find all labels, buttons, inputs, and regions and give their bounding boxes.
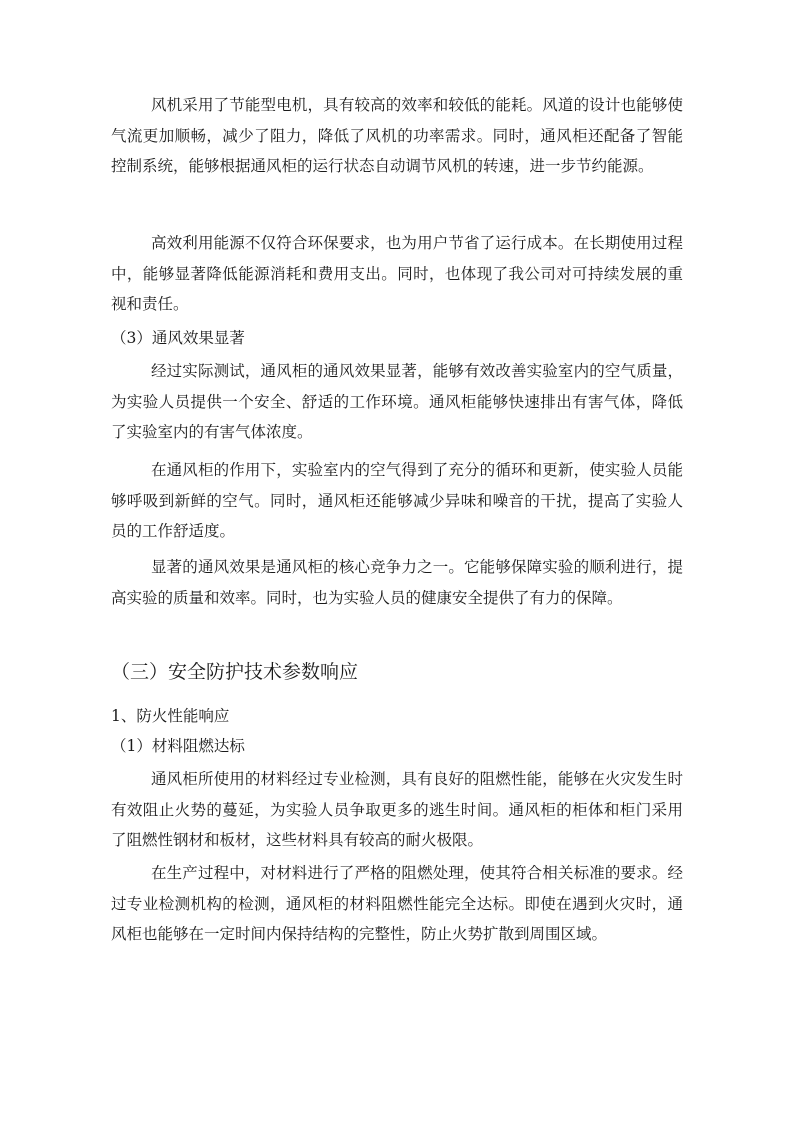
subheading-flame-retardant: （1）材料阻燃达标 bbox=[111, 737, 245, 755]
paragraph-production-process: 在生产过程中，对材料进行了严格的阻燃处理，使其符合相关标准的要求。经过专业检测机构的检测，通风柜的材料阻燃性能完全达标。即使在遇到火灾时，通风柜也能够在一定时间内保持结构的完整性，防止火势扩散到周围区域。 bbox=[111, 864, 683, 943]
paragraph-core-competitiveness: 显著的通风效果是通风柜的核心竞争力之一。它能够保障实验的顺利进行，提高实验的质量和效率。同时，也为实验人员的健康安全提供了有力的保障。 bbox=[111, 558, 683, 607]
paragraph-air-circulation: 在通风柜的作用下，实验室内的空气得到了充分的循环和更新，使实验人员能够呼吸到新鲜的空气。同时，通风柜还能够减少异味和噪音的干扰，提高了实验人员的工作舒适度。 bbox=[111, 461, 683, 540]
subheading-ventilation-effect: （3）通风效果显著 bbox=[111, 329, 245, 347]
paragraph-ventilation-test: 经过实际测试，通风柜的通风效果显著，能够有效改善实验室内的空气质量，为实验人员提供一个安全、舒适的工作环境。通风柜能够快速排出有害气体，降低了实验室内的有害气体浓度。 bbox=[111, 362, 683, 441]
subheading-fire-resistance: 1、防火性能响应 bbox=[111, 707, 230, 725]
section-heading-safety: （三）安全防护技术参数响应 bbox=[111, 661, 359, 683]
paragraph-flame-retardant-material: 通风柜所使用的材料经过专业检测，具有良好的阻燃性能，能够在火灾发生时有效阻止火势的蔓延，为实验人员争取更多的逃生时间。通风柜的柜体和柜门采用了阻燃性钢材和板材，这些材料具有较高的耐火极限。 bbox=[111, 770, 683, 849]
paragraph-fan-energy-saving: 风机采用了节能型电机，具有较高的效率和较低的能耗。风道的设计也能够使气流更加顺畅，减少了阻力，降低了风机的功率需求。同时，通风柜还配备了智能控制系统，能够根据通风柜的运行状态自动调节风机的转速，进一步节约能源。 bbox=[111, 96, 683, 175]
paragraph-energy-efficiency: 高效利用能源不仅符合环保要求，也为用户节省了运行成本。在长期使用过程中，能够显著降低能源消耗和费用支出。同时，也体现了我公司对可持续发展的重视和责任。 bbox=[111, 234, 683, 313]
